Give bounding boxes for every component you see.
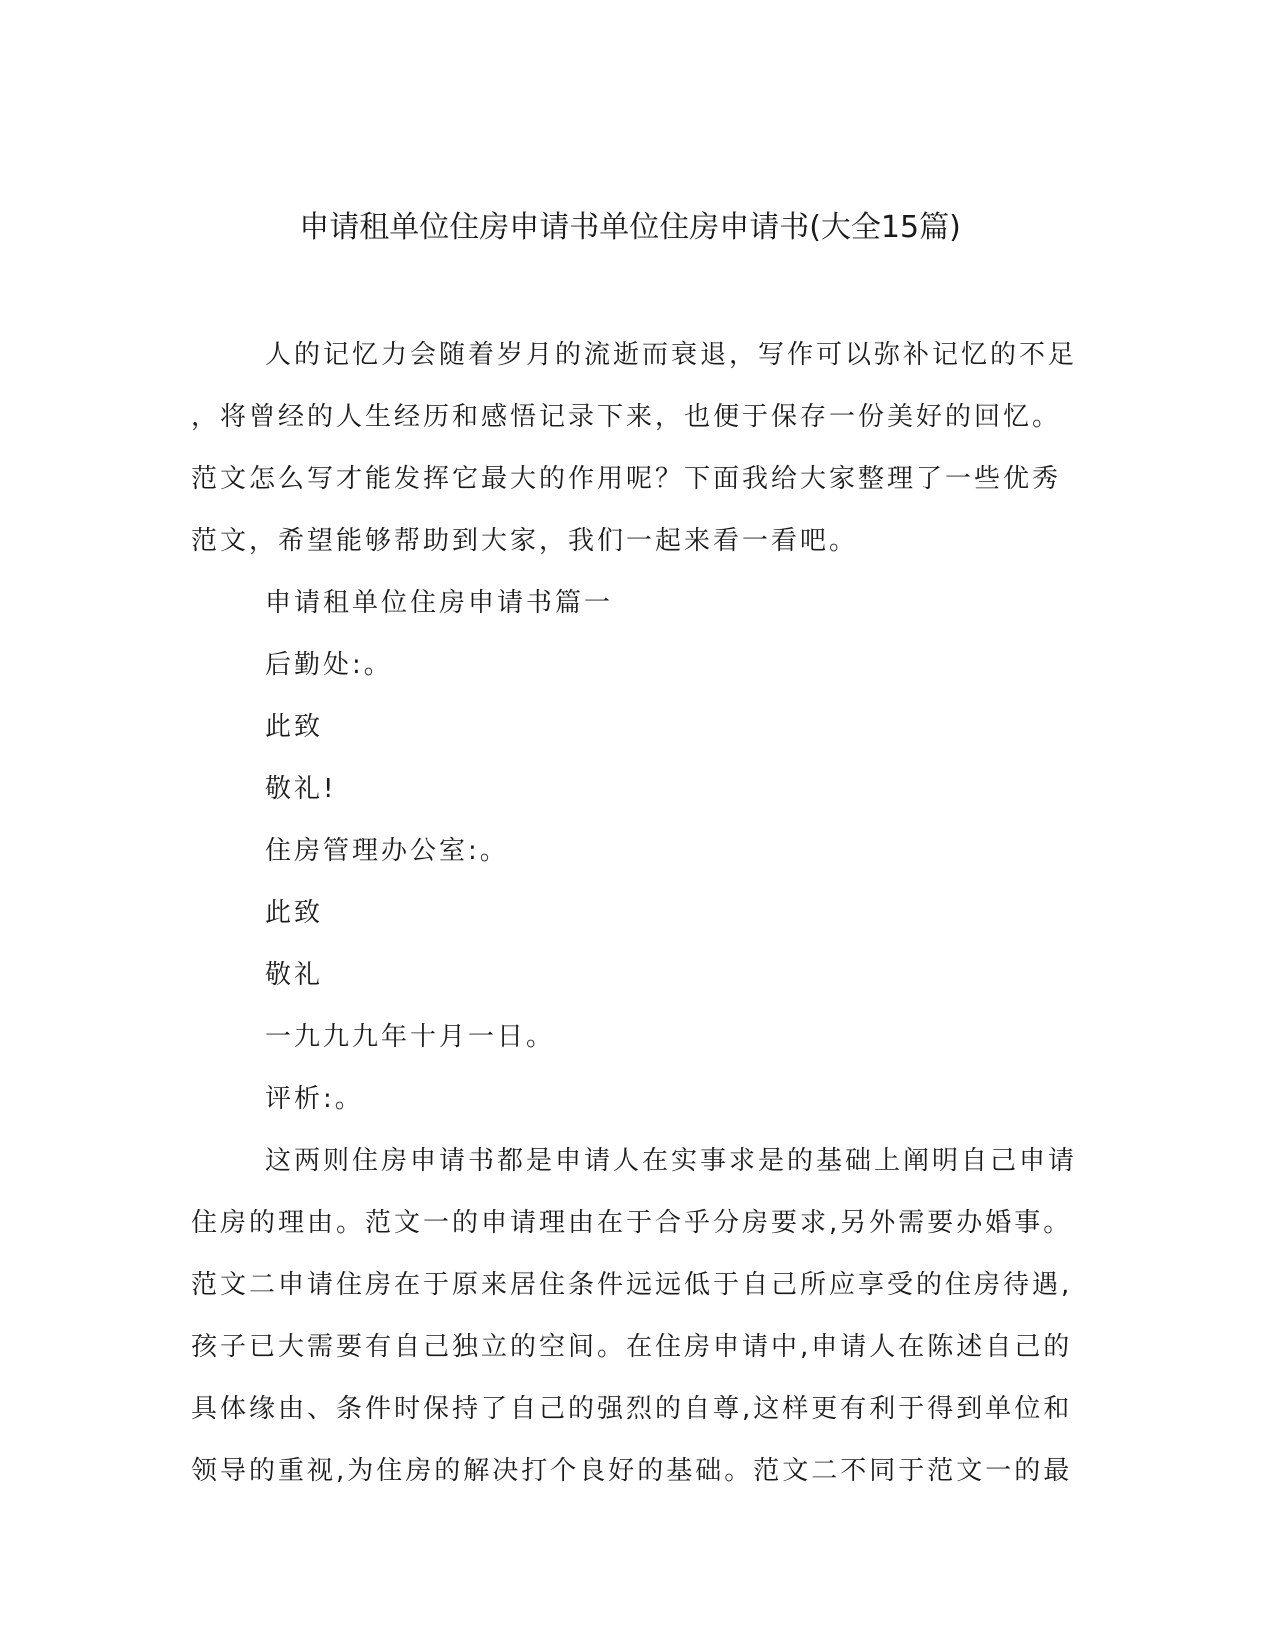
paragraph-line: 敬礼 [265,960,324,990]
paragraph-line: 范文怎么写才能发挥它最大的作用呢？下面我给大家整理了一些优秀 [191,464,1062,494]
paragraph-line: 评析:。 [265,1084,364,1114]
paragraph-line: 住房的理由。范文一的申请理由在于合乎分房要求,另外需要办婚事。 [191,1208,1073,1238]
paragraph-line: 领导的重视,为住房的解决打个良好的基础。范文二不同于范文一的最 [191,1456,1073,1486]
paragraph-line: 此致 [265,712,324,742]
paragraph-line: 人的记忆力会随着岁月的流逝而衰退，写作可以弥补记忆的不足 [265,340,1078,370]
paragraph-line: 住房管理办公室:。 [265,836,509,866]
paragraph-line: 申请租单位住房申请书篇一 [265,588,614,618]
document-title: 申请租单位住房申请书单位住房申请书(大全15篇) [299,210,961,245]
paragraph-line: 具体缘由、条件时保持了自己的强烈的自尊,这样更有利于得到单位和 [191,1394,1073,1424]
paragraph-line: 范文，希望能够帮助到大家，我们一起来看一看吧。 [191,526,859,556]
paragraph-line: 这两则住房申请书都是申请人在实事求是的基础上阐明自己申请 [265,1146,1078,1176]
paragraph-line: 此致 [265,898,324,928]
paragraph-line: ，将曾经的人生经历和感悟记录下来，也便于保存一份美好的回忆。 [191,402,1062,432]
paragraph-line: 范文二申请住房在于原来居住条件远远低于自己所应享受的住房待遇, [191,1270,1073,1300]
document-body [191,324,1091,1502]
paragraph-line: 一九九九年十月一日。 [265,1022,556,1052]
paragraph-line: 后勤处:。 [265,650,393,680]
paragraph-line: 敬礼! [265,774,337,804]
paragraph-line: 孩子已大需要有自己独立的空间。在住房申请中,申请人在陈述自己的 [191,1332,1073,1362]
